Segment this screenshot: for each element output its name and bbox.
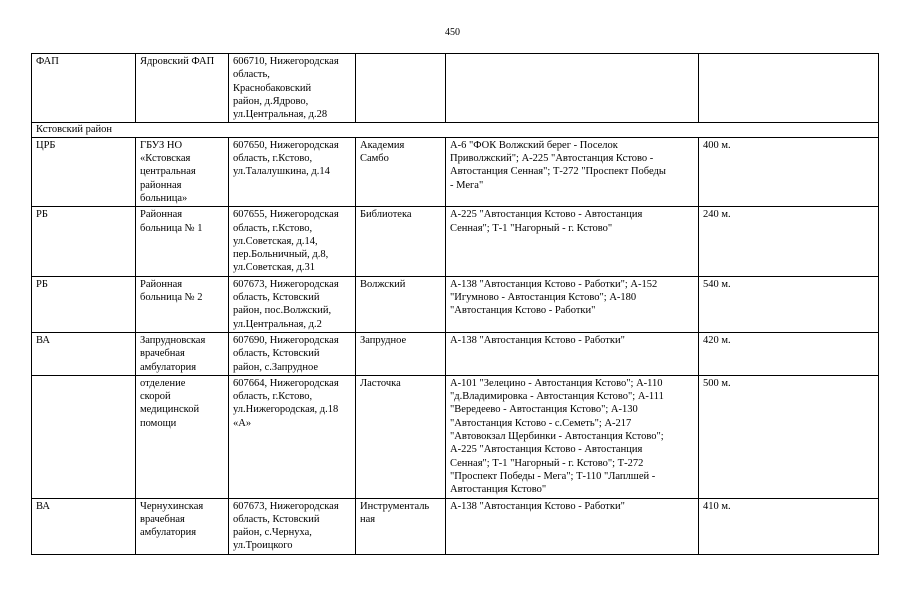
address-cell: 607690, Нижегородская область, Кстовский район, с.Запрудное: [229, 332, 356, 375]
distance-cell: 400 м.: [699, 137, 879, 206]
address-cell: 607673, Нижегородская область, Кстовский район, пос.Волжский, ул.Центральная, д.2: [229, 276, 356, 332]
facility-type-cell: ВА: [32, 498, 136, 554]
facility-name-cell: отделение скорой медицинской помощи: [136, 375, 229, 498]
stop-name-cell: Академия Самбо: [356, 137, 446, 206]
table-body: [32, 54, 879, 555]
table-row: [32, 54, 879, 123]
page-number: 450: [445, 27, 460, 38]
facility-type-cell: ВА: [32, 332, 136, 375]
address-cell: 607655, Нижегородская область, г.Кстово, ул.Советская, д.14, пер.Больничный, д.8, ул.Советская, д.31: [229, 207, 356, 276]
table-row: [32, 276, 879, 332]
distance-cell: 540 м.: [699, 276, 879, 332]
routes-cell: А-6 "ФОК Волжский берег - Поселок Приволжский"; А-225 "Автостанция Кстово - Автостанция Сенная"; Т-272 "Проспект Победы - Мега": [446, 137, 699, 206]
facility-type-cell: [32, 375, 136, 498]
distance-cell: 240 м.: [699, 207, 879, 276]
stop-name-cell: Ласточка: [356, 375, 446, 498]
routes-cell: [446, 54, 699, 123]
table-row: [32, 498, 879, 554]
routes-cell: А-138 "Автостанция Кстово - Работки"; А-152 "Игумново - Автостанция Кстово"; А-180 "Автостанция Кстово - Работки": [446, 276, 699, 332]
stop-name-cell: Запрудное: [356, 332, 446, 375]
address-cell: 607673, Нижегородская область, Кстовский район, с.Чернуха, ул.Троицкого: [229, 498, 356, 554]
facility-type-cell: РБ: [32, 207, 136, 276]
distance-cell: 410 м.: [699, 498, 879, 554]
facility-name-cell: Районная больница № 2: [136, 276, 229, 332]
address-cell: 607650, Нижегородская область, г.Кстово, ул.Талалушкина, д.14: [229, 137, 356, 206]
routes-cell: А-101 "Зелецино - Автостанция Кстово"; А-110 "д.Владимировка - Автостанция Кстово"; А-111 "Вередеево - Автостанция Кстово"; А-130 "Автостанция Кстово - с.Семеть"; А-217 "Автовокзал Щербинки - Автостанция Кстово"; А-225 "Автостанция Кстово - Автостанция Сенная"; Т-1 "Нагорный - г. Кстово"; Т-272 "Проспект Победы - Мега"; Т-110 "Лаплшей - Автостанция Кстово": [446, 375, 699, 498]
routes-cell: А-138 "Автостанция Кстово - Работки": [446, 332, 699, 375]
facility-type-cell: ЦРБ: [32, 137, 136, 206]
stop-name-cell: Инструменталь ная: [356, 498, 446, 554]
facility-name-cell: ГБУЗ НО «Кстовская центральная районная больница»: [136, 137, 229, 206]
table-row: [32, 137, 879, 206]
facility-name-cell: Районная больница № 1: [136, 207, 229, 276]
facility-type-cell: РБ: [32, 276, 136, 332]
facility-type-cell: ФАП: [32, 54, 136, 123]
distance-cell: 420 м.: [699, 332, 879, 375]
facility-name-cell: Запрудновская врачебная амбулатория: [136, 332, 229, 375]
stop-name-cell: Волжский: [356, 276, 446, 332]
stop-name-cell: Библиотека: [356, 207, 446, 276]
table-row: [32, 332, 879, 375]
address-cell: 606710, Нижегородская область, Краснобаковский район, д.Ядрово, ул.Центральная, д.28: [229, 54, 356, 123]
routes-cell: А-138 "Автостанция Кстово - Работки": [446, 498, 699, 554]
section-title: Кстовский район: [32, 123, 879, 137]
section-row: [32, 123, 879, 137]
table-row: [32, 375, 879, 498]
table-row: [32, 207, 879, 276]
facilities-table: [31, 53, 879, 555]
distance-cell: [699, 54, 879, 123]
routes-cell: А-225 "Автостанция Кстово - Автостанция Сенная"; Т-1 "Нагорный - г. Кстово": [446, 207, 699, 276]
stop-name-cell: [356, 54, 446, 123]
distance-cell: 500 м.: [699, 375, 879, 498]
address-cell: 607664, Нижегородская область, г.Кстово, ул.Нижегородская, д.18 «А»: [229, 375, 356, 498]
facility-name-cell: Чернухинская врачебная амбулатория: [136, 498, 229, 554]
facility-name-cell: Ядровский ФАП: [136, 54, 229, 123]
